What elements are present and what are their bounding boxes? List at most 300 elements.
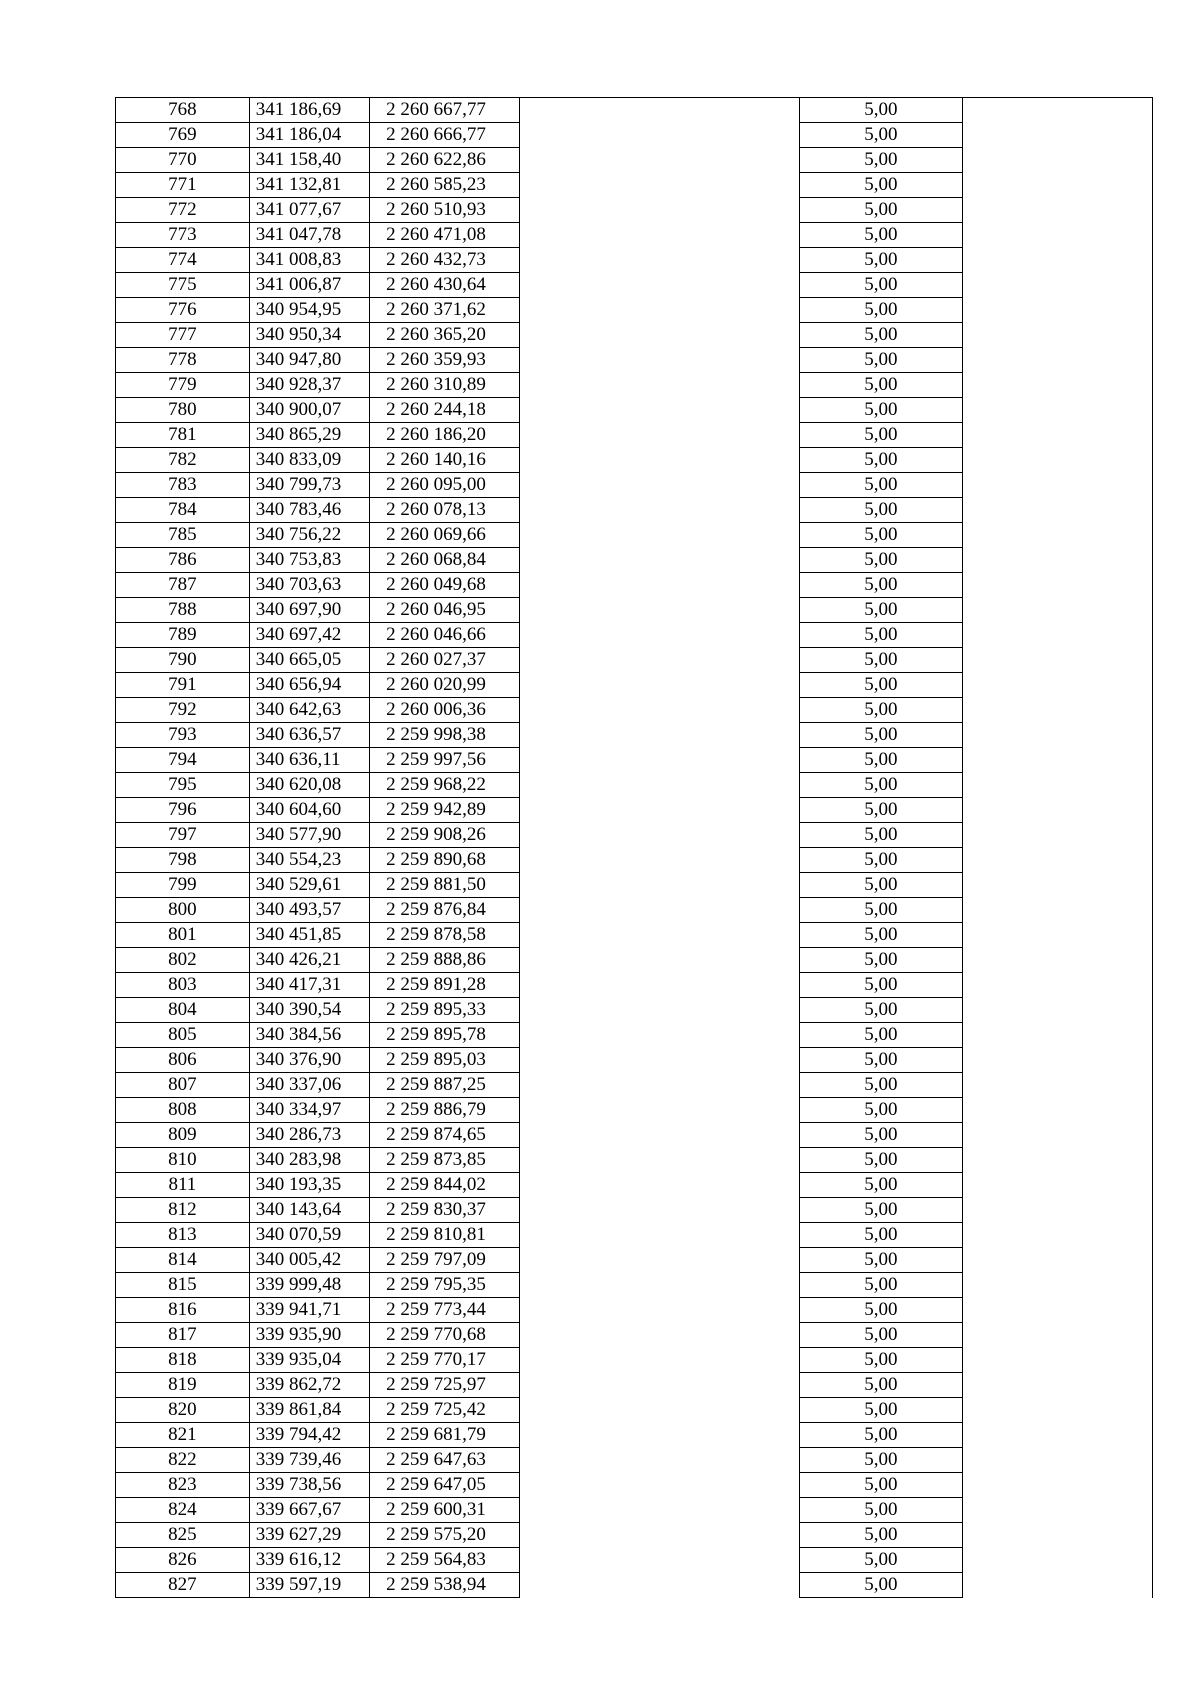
table-row: [116, 1573, 1153, 1598]
empty-cell: [962, 223, 1152, 248]
x-coordinate-cell: 340 193,35: [249, 1173, 369, 1198]
value-cell: 5,00: [800, 223, 963, 248]
y-coordinate-cell: 2 260 244,18: [370, 398, 520, 423]
table-row: [116, 798, 1153, 823]
value-cell: 5,00: [800, 1223, 963, 1248]
x-coordinate-cell: 340 900,07: [249, 398, 369, 423]
table-row: [116, 823, 1153, 848]
y-coordinate-cell: 2 260 078,13: [370, 498, 520, 523]
y-coordinate-cell: 2 259 770,17: [370, 1348, 520, 1373]
value-cell: 5,00: [800, 173, 963, 198]
x-coordinate-cell: 340 554,23: [249, 848, 369, 873]
y-coordinate-cell: 2 260 310,89: [370, 373, 520, 398]
point-number-cell: 812: [116, 1198, 250, 1223]
x-coordinate-cell: 340 954,95: [249, 298, 369, 323]
value-cell: 5,00: [800, 373, 963, 398]
value-cell: 5,00: [800, 148, 963, 173]
empty-cell: [520, 1548, 800, 1573]
point-number-cell: 822: [116, 1448, 250, 1473]
empty-cell: [520, 1123, 800, 1148]
table-row: [116, 1173, 1153, 1198]
table-row: [116, 1098, 1153, 1123]
y-coordinate-cell: 2 259 886,79: [370, 1098, 520, 1123]
empty-cell: [520, 798, 800, 823]
value-cell: 5,00: [800, 873, 963, 898]
value-cell: 5,00: [800, 398, 963, 423]
value-cell: 5,00: [800, 1473, 963, 1498]
y-coordinate-cell: 2 260 622,86: [370, 148, 520, 173]
empty-cell: [962, 648, 1152, 673]
point-number-cell: 825: [116, 1523, 250, 1548]
empty-cell: [962, 1323, 1152, 1348]
empty-cell: [520, 873, 800, 898]
empty-cell: [520, 423, 800, 448]
point-number-cell: 801: [116, 923, 250, 948]
empty-cell: [520, 573, 800, 598]
y-coordinate-cell: 2 260 667,77: [370, 98, 520, 123]
x-coordinate-cell: 340 833,09: [249, 448, 369, 473]
table-row: [116, 648, 1153, 673]
empty-cell: [520, 1148, 800, 1173]
value-cell: 5,00: [800, 923, 963, 948]
x-coordinate-cell: 340 947,80: [249, 348, 369, 373]
point-number-cell: 827: [116, 1573, 250, 1598]
empty-cell: [962, 898, 1152, 923]
table-row: [116, 1523, 1153, 1548]
y-coordinate-cell: 2 260 471,08: [370, 223, 520, 248]
empty-cell: [962, 598, 1152, 623]
empty-cell: [520, 998, 800, 1023]
y-coordinate-cell: 2 259 968,22: [370, 773, 520, 798]
x-coordinate-cell: 339 999,48: [249, 1273, 369, 1298]
empty-cell: [520, 823, 800, 848]
empty-cell: [520, 1273, 800, 1298]
empty-cell: [962, 1123, 1152, 1148]
y-coordinate-cell: 2 259 725,97: [370, 1373, 520, 1398]
empty-cell: [962, 573, 1152, 598]
x-coordinate-cell: 339 739,46: [249, 1448, 369, 1473]
y-coordinate-cell: 2 259 887,25: [370, 1073, 520, 1098]
x-coordinate-cell: 339 597,19: [249, 1573, 369, 1598]
x-coordinate-cell: 340 656,94: [249, 673, 369, 698]
table-row: [116, 773, 1153, 798]
value-cell: 5,00: [800, 823, 963, 848]
table-row: [116, 748, 1153, 773]
empty-cell: [520, 148, 800, 173]
empty-cell: [520, 1348, 800, 1373]
x-coordinate-cell: 341 077,67: [249, 198, 369, 223]
x-coordinate-cell: 340 283,98: [249, 1148, 369, 1173]
y-coordinate-cell: 2 259 647,05: [370, 1473, 520, 1498]
empty-cell: [520, 673, 800, 698]
y-coordinate-cell: 2 259 895,03: [370, 1048, 520, 1073]
empty-cell: [520, 223, 800, 248]
empty-cell: [962, 1373, 1152, 1398]
empty-cell: [520, 1248, 800, 1273]
empty-cell: [962, 323, 1152, 348]
value-cell: 5,00: [800, 973, 963, 998]
value-cell: 5,00: [800, 1498, 963, 1523]
point-number-cell: 778: [116, 348, 250, 373]
table-row: [116, 398, 1153, 423]
x-coordinate-cell: 340 703,63: [249, 573, 369, 598]
x-coordinate-cell: 340 636,57: [249, 723, 369, 748]
point-number-cell: 792: [116, 698, 250, 723]
point-number-cell: 809: [116, 1123, 250, 1148]
y-coordinate-cell: 2 260 432,73: [370, 248, 520, 273]
x-coordinate-cell: 340 697,90: [249, 598, 369, 623]
point-number-cell: 804: [116, 998, 250, 1023]
value-cell: 5,00: [800, 1098, 963, 1123]
y-coordinate-cell: 2 259 681,79: [370, 1423, 520, 1448]
empty-cell: [520, 123, 800, 148]
y-coordinate-cell: 2 259 997,56: [370, 748, 520, 773]
y-coordinate-cell: 2 259 810,81: [370, 1223, 520, 1248]
table-row: [116, 1148, 1153, 1173]
table-row: [116, 498, 1153, 523]
empty-cell: [962, 873, 1152, 898]
empty-cell: [962, 123, 1152, 148]
empty-cell: [520, 548, 800, 573]
y-coordinate-cell: 2 259 797,09: [370, 1248, 520, 1273]
point-number-cell: 807: [116, 1073, 250, 1098]
table-row: [116, 298, 1153, 323]
table-row: [116, 248, 1153, 273]
empty-cell: [520, 1298, 800, 1323]
table-row: [116, 198, 1153, 223]
x-coordinate-cell: 339 935,04: [249, 1348, 369, 1373]
table-row: [116, 1423, 1153, 1448]
empty-cell: [962, 948, 1152, 973]
empty-cell: [962, 1148, 1152, 1173]
empty-cell: [962, 1223, 1152, 1248]
table-row: [116, 1123, 1153, 1148]
x-coordinate-cell: 341 008,83: [249, 248, 369, 273]
empty-cell: [520, 298, 800, 323]
value-cell: 5,00: [800, 598, 963, 623]
empty-cell: [962, 1523, 1152, 1548]
empty-cell: [520, 948, 800, 973]
point-number-cell: 797: [116, 823, 250, 848]
x-coordinate-cell: 341 158,40: [249, 148, 369, 173]
point-number-cell: 815: [116, 1273, 250, 1298]
empty-cell: [962, 1198, 1152, 1223]
empty-cell: [520, 1073, 800, 1098]
empty-cell: [962, 1448, 1152, 1473]
y-coordinate-cell: 2 260 046,66: [370, 623, 520, 648]
y-coordinate-cell: 2 259 881,50: [370, 873, 520, 898]
value-cell: 5,00: [800, 523, 963, 548]
x-coordinate-cell: 340 697,42: [249, 623, 369, 648]
point-number-cell: 774: [116, 248, 250, 273]
point-number-cell: 785: [116, 523, 250, 548]
y-coordinate-cell: 2 260 186,20: [370, 423, 520, 448]
table-row: [116, 848, 1153, 873]
value-cell: 5,00: [800, 648, 963, 673]
empty-cell: [520, 623, 800, 648]
empty-cell: [520, 648, 800, 673]
empty-cell: [520, 1323, 800, 1348]
x-coordinate-cell: 340 636,11: [249, 748, 369, 773]
empty-cell: [962, 448, 1152, 473]
value-cell: 5,00: [800, 1248, 963, 1273]
table-row: [116, 98, 1153, 123]
coordinates-table: [115, 97, 1153, 1598]
point-number-cell: 818: [116, 1348, 250, 1373]
value-cell: 5,00: [800, 948, 963, 973]
x-coordinate-cell: 341 132,81: [249, 173, 369, 198]
y-coordinate-cell: 2 260 371,62: [370, 298, 520, 323]
table-row: [116, 348, 1153, 373]
x-coordinate-cell: 340 529,61: [249, 873, 369, 898]
table-row: [116, 1198, 1153, 1223]
value-cell: 5,00: [800, 348, 963, 373]
empty-cell: [962, 523, 1152, 548]
y-coordinate-cell: 2 259 575,20: [370, 1523, 520, 1548]
table-row: [116, 1248, 1153, 1273]
empty-cell: [520, 923, 800, 948]
value-cell: 5,00: [800, 448, 963, 473]
y-coordinate-cell: 2 260 430,64: [370, 273, 520, 298]
value-cell: 5,00: [800, 1073, 963, 1098]
x-coordinate-cell: 340 783,46: [249, 498, 369, 523]
x-coordinate-cell: 339 941,71: [249, 1298, 369, 1323]
point-number-cell: 799: [116, 873, 250, 898]
y-coordinate-cell: 2 259 895,78: [370, 1023, 520, 1048]
value-cell: 5,00: [800, 1423, 963, 1448]
point-number-cell: 777: [116, 323, 250, 348]
empty-cell: [962, 623, 1152, 648]
value-cell: 5,00: [800, 798, 963, 823]
table-row: [116, 373, 1153, 398]
empty-cell: [520, 1473, 800, 1498]
empty-cell: [962, 798, 1152, 823]
value-cell: 5,00: [800, 773, 963, 798]
empty-cell: [962, 398, 1152, 423]
point-number-cell: 821: [116, 1423, 250, 1448]
point-number-cell: 826: [116, 1548, 250, 1573]
y-coordinate-cell: 2 259 770,68: [370, 1323, 520, 1348]
x-coordinate-cell: 340 865,29: [249, 423, 369, 448]
value-cell: 5,00: [800, 748, 963, 773]
value-cell: 5,00: [800, 1123, 963, 1148]
table-row: [116, 673, 1153, 698]
y-coordinate-cell: 2 260 585,23: [370, 173, 520, 198]
point-number-cell: 824: [116, 1498, 250, 1523]
empty-cell: [520, 173, 800, 198]
point-number-cell: 768: [116, 98, 250, 123]
y-coordinate-cell: 2 260 027,37: [370, 648, 520, 673]
x-coordinate-cell: 340 493,57: [249, 898, 369, 923]
table-row: [116, 173, 1153, 198]
table-row: [116, 698, 1153, 723]
empty-cell: [962, 1248, 1152, 1273]
x-coordinate-cell: 340 451,85: [249, 923, 369, 948]
point-number-cell: 780: [116, 398, 250, 423]
empty-cell: [520, 523, 800, 548]
value-cell: 5,00: [800, 423, 963, 448]
empty-cell: [962, 723, 1152, 748]
y-coordinate-cell: 2 259 647,63: [370, 1448, 520, 1473]
value-cell: 5,00: [800, 623, 963, 648]
x-coordinate-cell: 339 627,29: [249, 1523, 369, 1548]
value-cell: 5,00: [800, 573, 963, 598]
point-number-cell: 783: [116, 473, 250, 498]
x-coordinate-cell: 340 950,34: [249, 323, 369, 348]
point-number-cell: 791: [116, 673, 250, 698]
empty-cell: [520, 773, 800, 798]
value-cell: 5,00: [800, 1323, 963, 1348]
value-cell: 5,00: [800, 1573, 963, 1598]
empty-cell: [520, 848, 800, 873]
y-coordinate-cell: 2 259 538,94: [370, 1573, 520, 1598]
table-row: [116, 548, 1153, 573]
y-coordinate-cell: 2 260 140,16: [370, 448, 520, 473]
table-row: [116, 1398, 1153, 1423]
value-cell: 5,00: [800, 298, 963, 323]
value-cell: 5,00: [800, 98, 963, 123]
empty-cell: [962, 248, 1152, 273]
x-coordinate-cell: 341 047,78: [249, 223, 369, 248]
table-row: [116, 898, 1153, 923]
x-coordinate-cell: 340 665,05: [249, 648, 369, 673]
empty-cell: [520, 748, 800, 773]
point-number-cell: 805: [116, 1023, 250, 1048]
value-cell: 5,00: [800, 723, 963, 748]
point-number-cell: 798: [116, 848, 250, 873]
x-coordinate-cell: 340 642,63: [249, 698, 369, 723]
point-number-cell: 800: [116, 898, 250, 923]
point-number-cell: 771: [116, 173, 250, 198]
point-number-cell: 795: [116, 773, 250, 798]
table-row: [116, 1448, 1153, 1473]
point-number-cell: 813: [116, 1223, 250, 1248]
empty-cell: [962, 973, 1152, 998]
x-coordinate-cell: 341 006,87: [249, 273, 369, 298]
table-row: [116, 123, 1153, 148]
table-row: [116, 973, 1153, 998]
empty-cell: [520, 248, 800, 273]
empty-cell: [962, 1298, 1152, 1323]
x-coordinate-cell: 340 620,08: [249, 773, 369, 798]
empty-cell: [962, 1098, 1152, 1123]
point-number-cell: 789: [116, 623, 250, 648]
table-row: [116, 948, 1153, 973]
empty-cell: [520, 273, 800, 298]
empty-cell: [520, 1373, 800, 1398]
value-cell: 5,00: [800, 1173, 963, 1198]
y-coordinate-cell: 2 260 095,00: [370, 473, 520, 498]
y-coordinate-cell: 2 259 895,33: [370, 998, 520, 1023]
y-coordinate-cell: 2 259 998,38: [370, 723, 520, 748]
empty-cell: [962, 198, 1152, 223]
value-cell: 5,00: [800, 1198, 963, 1223]
table-row: [116, 998, 1153, 1023]
empty-cell: [520, 1573, 800, 1598]
empty-cell: [962, 148, 1152, 173]
x-coordinate-cell: 340 070,59: [249, 1223, 369, 1248]
point-number-cell: 781: [116, 423, 250, 448]
y-coordinate-cell: 2 259 908,26: [370, 823, 520, 848]
empty-cell: [962, 1173, 1152, 1198]
point-number-cell: 820: [116, 1398, 250, 1423]
y-coordinate-cell: 2 259 876,84: [370, 898, 520, 923]
empty-cell: [962, 1473, 1152, 1498]
y-coordinate-cell: 2 259 725,42: [370, 1398, 520, 1423]
empty-cell: [962, 848, 1152, 873]
point-number-cell: 802: [116, 948, 250, 973]
table-row: [116, 623, 1153, 648]
value-cell: 5,00: [800, 1148, 963, 1173]
value-cell: 5,00: [800, 248, 963, 273]
empty-cell: [520, 1098, 800, 1123]
value-cell: 5,00: [800, 1523, 963, 1548]
y-coordinate-cell: 2 260 510,93: [370, 198, 520, 223]
empty-cell: [962, 1548, 1152, 1573]
y-coordinate-cell: 2 260 020,99: [370, 673, 520, 698]
value-cell: 5,00: [800, 473, 963, 498]
point-number-cell: 817: [116, 1323, 250, 1348]
x-coordinate-cell: 340 143,64: [249, 1198, 369, 1223]
empty-cell: [520, 598, 800, 623]
empty-cell: [520, 723, 800, 748]
table-row: [116, 473, 1153, 498]
empty-cell: [520, 1498, 800, 1523]
empty-cell: [962, 1423, 1152, 1448]
table-row: [116, 423, 1153, 448]
point-number-cell: 794: [116, 748, 250, 773]
empty-cell: [962, 1573, 1152, 1598]
empty-cell: [962, 1023, 1152, 1048]
table-row: [116, 448, 1153, 473]
value-cell: 5,00: [800, 323, 963, 348]
x-coordinate-cell: 340 756,22: [249, 523, 369, 548]
point-number-cell: 806: [116, 1048, 250, 1073]
y-coordinate-cell: 2 259 773,44: [370, 1298, 520, 1323]
empty-cell: [520, 323, 800, 348]
table-row: [116, 1023, 1153, 1048]
y-coordinate-cell: 2 259 830,37: [370, 1198, 520, 1223]
y-coordinate-cell: 2 260 069,66: [370, 523, 520, 548]
x-coordinate-cell: 340 384,56: [249, 1023, 369, 1048]
empty-cell: [962, 423, 1152, 448]
empty-cell: [962, 1348, 1152, 1373]
point-number-cell: 823: [116, 1473, 250, 1498]
empty-cell: [962, 823, 1152, 848]
table-row: [116, 148, 1153, 173]
empty-cell: [962, 498, 1152, 523]
x-coordinate-cell: 340 577,90: [249, 823, 369, 848]
value-cell: 5,00: [800, 898, 963, 923]
value-cell: 5,00: [800, 1348, 963, 1373]
point-number-cell: 810: [116, 1148, 250, 1173]
value-cell: 5,00: [800, 848, 963, 873]
point-number-cell: 769: [116, 123, 250, 148]
empty-cell: [520, 698, 800, 723]
x-coordinate-cell: 339 794,42: [249, 1423, 369, 1448]
point-number-cell: 790: [116, 648, 250, 673]
empty-cell: [520, 1398, 800, 1423]
x-coordinate-cell: 340 426,21: [249, 948, 369, 973]
value-cell: 5,00: [800, 1023, 963, 1048]
empty-cell: [520, 1423, 800, 1448]
table-row: [116, 923, 1153, 948]
table-row: [116, 1298, 1153, 1323]
table-row: [116, 323, 1153, 348]
value-cell: 5,00: [800, 698, 963, 723]
point-number-cell: 811: [116, 1173, 250, 1198]
point-number-cell: 770: [116, 148, 250, 173]
